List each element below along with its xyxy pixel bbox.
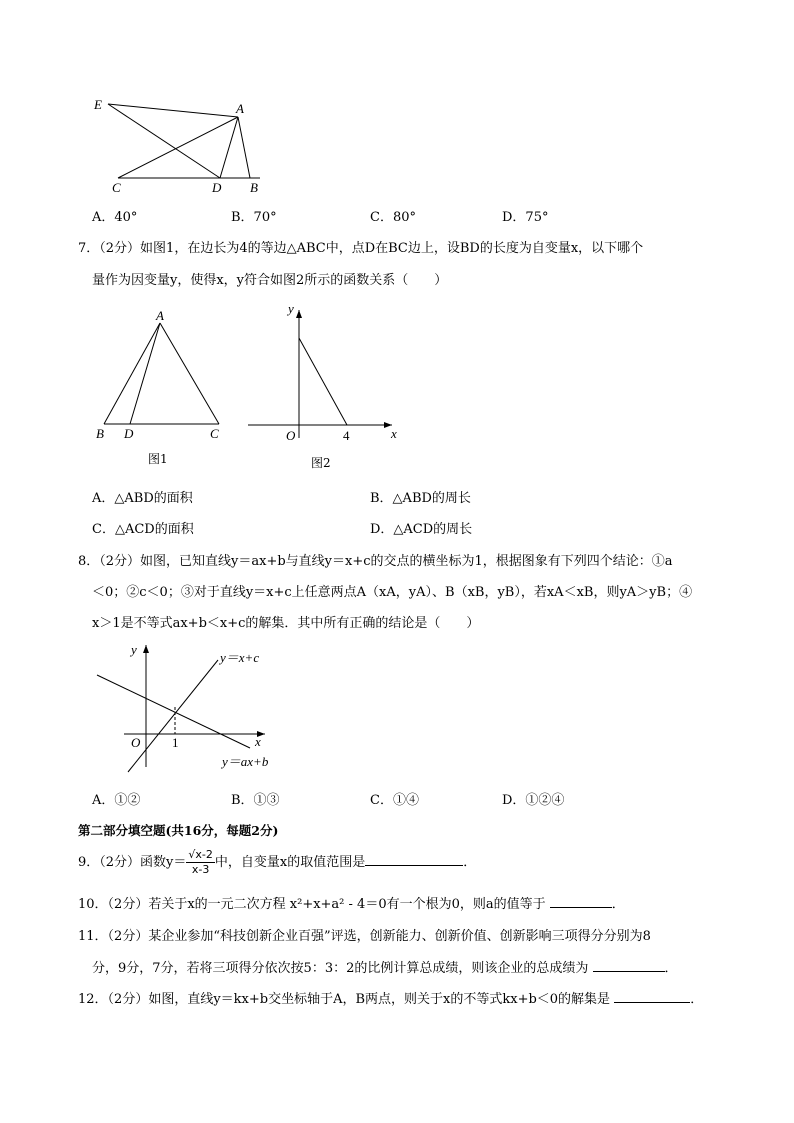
q9-numerator: √x-2 — [188, 848, 213, 861]
q8-option-d[interactable]: D．①②④ — [502, 793, 565, 808]
q8-option-b[interactable]: B．①③ — [231, 793, 280, 808]
q7-option-b[interactable]: B．△ABD的周长 — [370, 491, 471, 506]
q9-pre: 9．（2分）函数y＝ — [78, 855, 187, 870]
label-B: B — [250, 180, 258, 195]
fig2-label-4: 4 — [343, 428, 350, 443]
fig1-label-A: A — [156, 308, 164, 323]
q10-answer-blank[interactable] — [550, 893, 612, 908]
q8-label-y: y — [131, 642, 137, 657]
q11-line2-wrap — [92, 957, 678, 976]
q8-option-a[interactable]: A．①② — [92, 793, 141, 808]
q9-end: ． — [463, 855, 477, 870]
q6-option-d[interactable]: D．75° — [502, 210, 549, 225]
q10-text: 10．（2分）若关于x的一元二次方程 x²+x+a² - 4＝0有一个根为0，则a的值等于 — [78, 897, 546, 912]
q12-text: 12．（2分）如图，直线y＝kx+b交坐标轴于A，B两点，则关于x的不等式kx+b＜0的解集是 — [78, 992, 611, 1007]
q6-option-a[interactable]: A．40° — [92, 210, 138, 225]
q12-end: ． — [690, 992, 704, 1007]
q7-line2: 量作为因变量y，使得x，y符合如图2所示的函数关系（ ） — [92, 273, 448, 288]
fig1-label-C: C — [210, 426, 219, 441]
q6-option-b[interactable]: B．70° — [231, 210, 277, 225]
q7-option-d[interactable]: D．△ACD的周长 — [370, 522, 473, 537]
q8-option-c[interactable]: C．①④ — [370, 793, 419, 808]
fig1-label-D: D — [124, 426, 134, 441]
q8-label-1: 1 — [172, 735, 179, 750]
q8-label-O: O — [131, 735, 141, 750]
q10-end: ． — [611, 897, 625, 912]
section-title: 第二部分填空题(共16分，每题2分) — [78, 823, 279, 838]
q12-answer-blank[interactable] — [614, 988, 690, 1003]
q6-option-c[interactable]: C．80° — [370, 210, 416, 225]
fig1-caption: 图1 — [148, 452, 168, 466]
q7-option-c[interactable]: C．△ACD的面积 — [92, 522, 194, 537]
fig2-label-O: O — [286, 428, 296, 443]
q10 — [78, 893, 625, 912]
q12 — [78, 988, 703, 1007]
fig2-label-x: x — [391, 426, 397, 441]
q11-line2: 分，9分，7分，若将三项得分依次按5：3：2的比例计算总成绩，则该企业的总成绩为 — [92, 961, 589, 976]
q11-answer-blank[interactable] — [593, 957, 665, 972]
q8-label-x: x — [255, 734, 261, 749]
q8-line3: x＞1是不等式ax+b＜x+c的解集．其中所有正确的结论是（ ） — [92, 616, 480, 631]
fig2-label-y: y — [288, 301, 294, 316]
q8-line1: 8．（2分）如图，已知直线y＝ax+b与直线y＝x+c的交点的横坐标为1，根据图象有下列四个结论：①a — [78, 554, 673, 569]
q9 — [78, 846, 476, 880]
q8-line-label-2: y＝ax+b — [222, 754, 269, 769]
fig2-caption: 图2 — [311, 456, 331, 470]
label-C: C — [112, 180, 121, 195]
q8-line-label-1: y＝x+c — [220, 650, 260, 665]
fig1-label-B: B — [96, 426, 104, 441]
q8-line2: ＜0；②c＜0；③对于直线y＝x+c上任意两点A（xA，yA）、B（xB，yB），若xA＜xB，则yA＞yB；④ — [92, 585, 693, 600]
label-E: E — [94, 97, 102, 112]
q11-line1: 11．（2分）某企业参加“科技创新企业百强”评选，创新能力、创新价值、创新影响三项得分分别为8 — [78, 929, 651, 944]
label-D: D — [212, 180, 222, 195]
q9-post: 中，自变量x的取值范围是 — [214, 855, 366, 870]
q7-line1: 7．（2分）如图1，在边长为4的等边△ABC中，点D在BC边上，设BD的长度为自变量x，以下哪个 — [78, 241, 644, 256]
q9-denominator: x-3 — [191, 863, 210, 876]
q7-option-a[interactable]: A．△ABD的面积 — [92, 491, 193, 506]
q9-fraction — [186, 848, 215, 877]
q11-end: ． — [664, 961, 678, 976]
q9-answer-blank[interactable] — [365, 851, 463, 866]
label-A: A — [236, 101, 244, 116]
